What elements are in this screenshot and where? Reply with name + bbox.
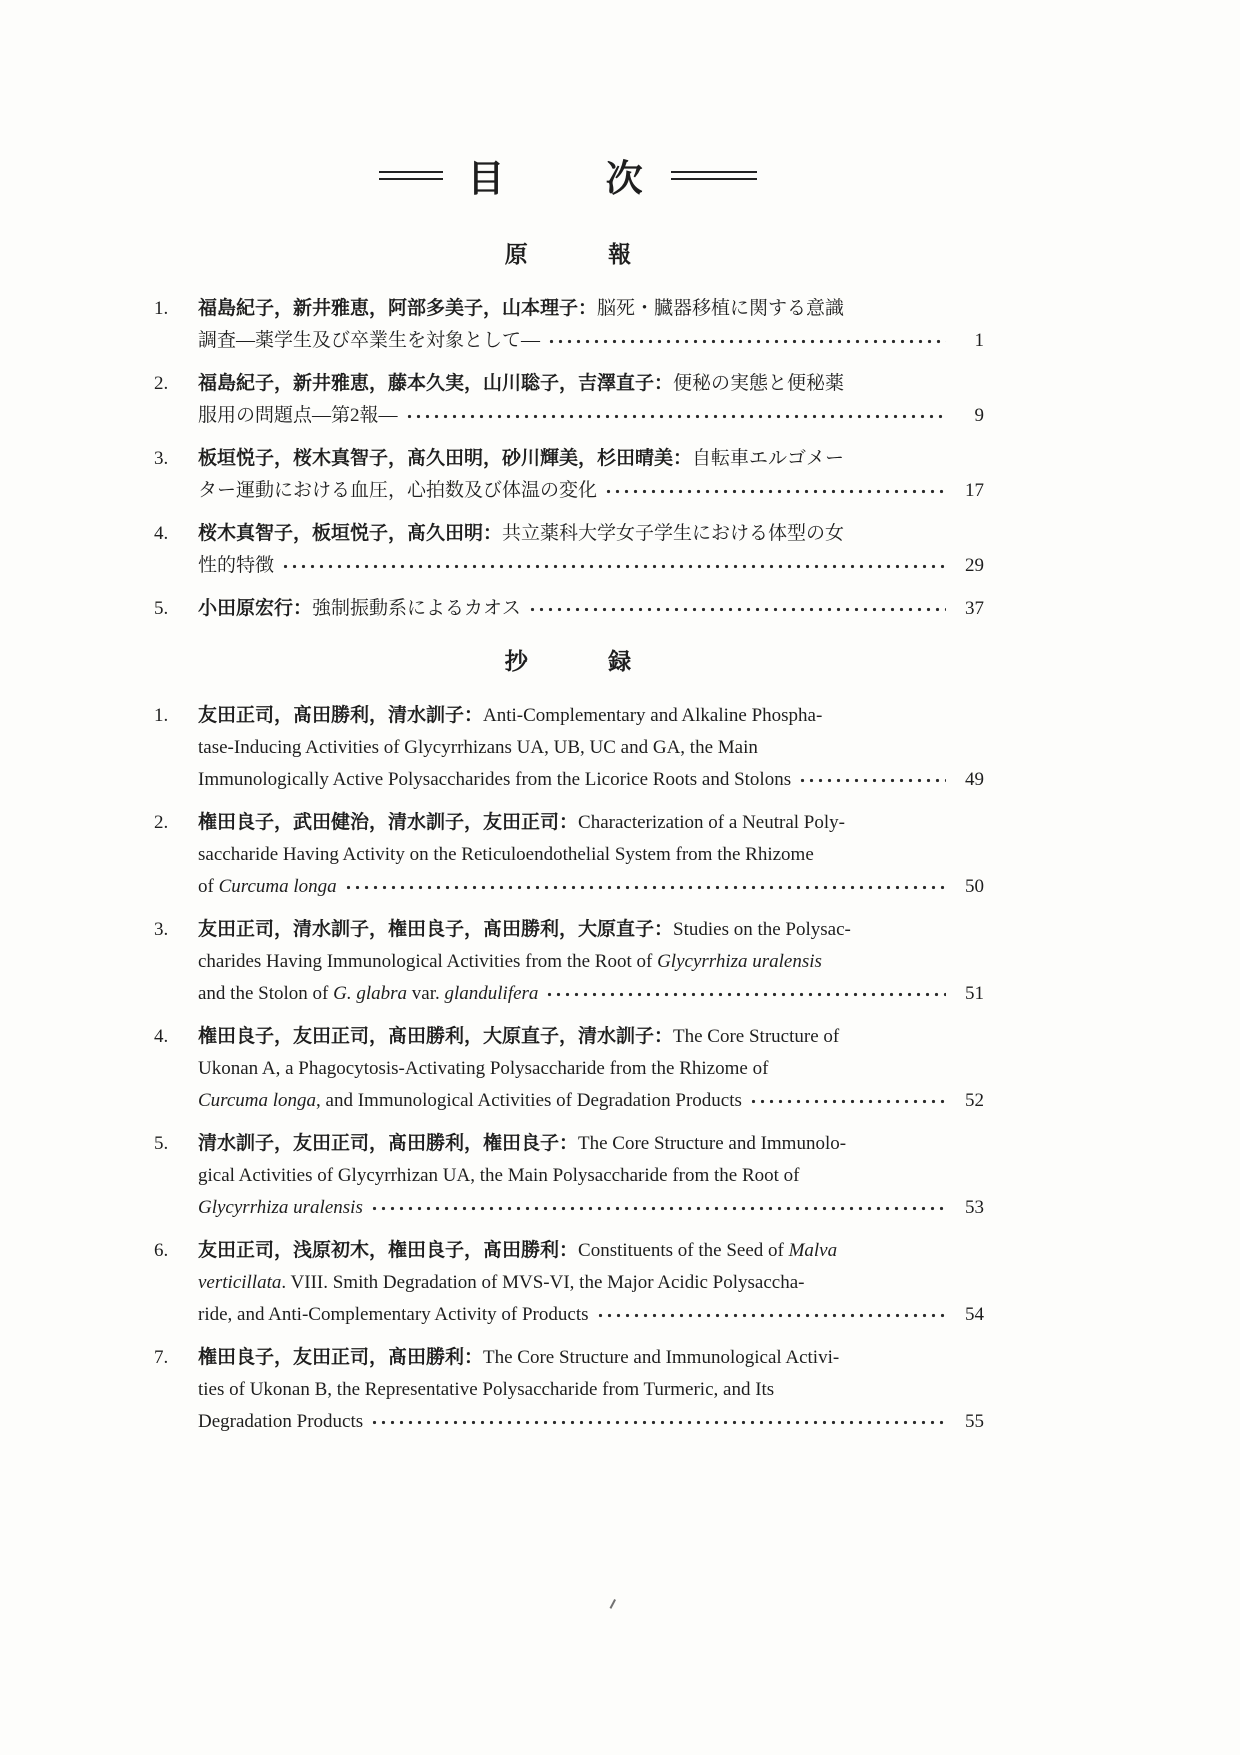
entry-number: 4. bbox=[154, 1026, 169, 1047]
entry-title-text: 便秘の実態と便秘薬 bbox=[673, 373, 845, 394]
entry-text bbox=[198, 844, 814, 865]
entry-line bbox=[198, 732, 984, 764]
entry-text bbox=[198, 1026, 839, 1047]
entry-title-text: 強制振動系によるカオス bbox=[312, 598, 521, 619]
entry-line bbox=[198, 1053, 984, 1085]
dot-leader bbox=[547, 336, 946, 346]
entry-text bbox=[198, 400, 398, 432]
entry-text bbox=[198, 1347, 839, 1368]
scan-artifact bbox=[606, 1597, 616, 1609]
entry-text bbox=[198, 1379, 774, 1400]
entry-title-text: var. bbox=[407, 983, 445, 1004]
entry-line bbox=[198, 400, 984, 432]
page-number: 55 bbox=[965, 1411, 984, 1432]
entry-number: 1. bbox=[154, 705, 169, 726]
entry-line bbox=[198, 807, 984, 839]
entry-text bbox=[198, 475, 597, 507]
entry-title-text: of bbox=[198, 876, 219, 897]
section-items bbox=[152, 293, 984, 625]
toc-entry bbox=[152, 368, 984, 432]
entry-line bbox=[198, 1128, 984, 1160]
entry-line bbox=[198, 1085, 984, 1117]
toc-entry bbox=[152, 1128, 984, 1224]
author-names: 福島紀子，新井雅恵，阿部多美子，山本理子： bbox=[198, 298, 598, 319]
entry-text bbox=[198, 550, 274, 582]
entry-line bbox=[198, 1021, 984, 1053]
entry-number: 5. bbox=[154, 598, 169, 619]
entry-title-text: ride, and Anti-Complementary Activity of Products bbox=[198, 1304, 589, 1325]
entry-line bbox=[198, 1267, 984, 1299]
dot-leader bbox=[344, 882, 946, 892]
entry-text bbox=[198, 523, 844, 544]
entry-line bbox=[198, 325, 984, 357]
toc-entry bbox=[152, 1021, 984, 1117]
entry-line bbox=[198, 550, 984, 582]
author-names: 権田良子，友田正司，髙田勝利，大原直子，清水訓子： bbox=[198, 1026, 674, 1047]
entry-text bbox=[198, 1165, 800, 1186]
entry-title-text: 脳死・臓器移植に関する意識 bbox=[597, 298, 845, 319]
entry-title-text: Characterization of a Neutral Poly- bbox=[578, 812, 845, 833]
entry-title-text: , and Immunological Activities of Degradation Products bbox=[316, 1090, 742, 1111]
entry-text bbox=[198, 812, 845, 833]
toc-content bbox=[152, 148, 984, 1449]
entry-text bbox=[198, 373, 844, 394]
entry-title-italic: Curcuma longa bbox=[218, 876, 337, 897]
entry-title-italic: Malva bbox=[788, 1240, 838, 1261]
entry-text bbox=[198, 1406, 363, 1438]
entry-title-text: 自転車エルゴメー bbox=[692, 448, 845, 469]
dot-leader bbox=[545, 989, 946, 999]
page-title: 目 次 bbox=[467, 159, 647, 200]
entry-text bbox=[198, 1299, 589, 1331]
entry-line bbox=[198, 593, 984, 625]
entry-line bbox=[198, 1192, 984, 1224]
entry-title-italic: Glycyrrhiza uralensis bbox=[657, 951, 822, 972]
entry-title-text: Degradation Products bbox=[198, 1411, 364, 1432]
entry-text bbox=[198, 593, 521, 625]
author-names: 板垣悦子，桜木真智子，髙久田明，砂川輝美，杉田晴美： bbox=[198, 448, 693, 469]
dot-leader bbox=[749, 1096, 946, 1106]
entry-text bbox=[198, 325, 540, 357]
entry-title-italic: Curcuma longa bbox=[198, 1090, 317, 1111]
entry-line bbox=[198, 368, 984, 400]
toc-entry bbox=[152, 293, 984, 357]
entry-line bbox=[198, 914, 984, 946]
toc-entry bbox=[152, 807, 984, 903]
toc-entry bbox=[152, 700, 984, 796]
entry-title-italic: Glycyrrhiza uralensis bbox=[198, 1197, 363, 1218]
entry-line bbox=[198, 1299, 984, 1331]
title-rule-right bbox=[671, 171, 757, 180]
entry-title-text: Ukonan A, a Phagocytosis-Activating Polysaccharide from the Rhizome of bbox=[198, 1058, 769, 1079]
page-number: 52 bbox=[965, 1090, 984, 1111]
entry-text bbox=[198, 1192, 363, 1224]
section-original-reports bbox=[152, 236, 984, 625]
entry-line bbox=[198, 1374, 984, 1406]
entry-line bbox=[198, 764, 984, 796]
dot-leader bbox=[528, 604, 946, 614]
entry-title-text: 調査―薬学生及び卒業生を対象として― bbox=[198, 330, 541, 351]
entry-title-text: charides Having Immunological Activities from the Root of bbox=[198, 951, 658, 972]
dot-leader bbox=[604, 486, 946, 496]
entry-text bbox=[198, 764, 791, 796]
entry-title-text: 服用の問題点―第2報― bbox=[198, 405, 398, 426]
entry-text bbox=[198, 978, 538, 1010]
dot-leader bbox=[370, 1417, 946, 1427]
entry-title-italic: glandulifera bbox=[444, 983, 539, 1004]
entry-text bbox=[198, 298, 844, 319]
entry-title-text: The Core Structure and Immunolo- bbox=[578, 1133, 847, 1154]
entry-number: 3. bbox=[154, 919, 169, 940]
page-number: 53 bbox=[965, 1197, 984, 1218]
entry-text bbox=[198, 1058, 768, 1079]
entry-text bbox=[198, 1240, 837, 1261]
dot-leader bbox=[405, 411, 946, 421]
dot-leader bbox=[596, 1310, 947, 1320]
page-number: 37 bbox=[965, 598, 984, 619]
entry-text bbox=[198, 448, 844, 469]
section-heading-abstracts: 抄 録 bbox=[504, 648, 632, 674]
entry-text bbox=[198, 951, 822, 972]
entry-title-text: Anti-Complementary and Alkaline Phospha- bbox=[483, 705, 823, 726]
author-names: 清水訓子，友田正司，髙田勝利，権田良子： bbox=[198, 1133, 579, 1154]
entry-text bbox=[198, 871, 337, 903]
entry-text bbox=[198, 737, 758, 758]
entry-title-text: The Core Structure and Immunological Activi- bbox=[483, 1347, 840, 1368]
entry-number: 2. bbox=[154, 373, 169, 394]
entry-line bbox=[198, 1342, 984, 1374]
entry-line bbox=[198, 293, 984, 325]
entry-number: 4. bbox=[154, 523, 169, 544]
entry-number: 5. bbox=[154, 1133, 169, 1154]
author-names: 権田良子，武田健治，清水訓子，友田正司： bbox=[198, 812, 579, 833]
author-names: 福島紀子，新井雅恵，藤本久実，山川聡子，吉澤直子： bbox=[198, 373, 674, 394]
section-items bbox=[152, 700, 984, 1438]
section-heading-original-reports: 原 報 bbox=[504, 241, 632, 267]
entry-number: 3. bbox=[154, 448, 169, 469]
entry-line bbox=[198, 1235, 984, 1267]
entry-text bbox=[198, 705, 822, 726]
page-number: 49 bbox=[965, 769, 984, 790]
title-rule-left bbox=[379, 171, 443, 180]
entry-line bbox=[198, 871, 984, 903]
author-names: 友田正司，浅原初木，権田良子，髙田勝利： bbox=[198, 1240, 579, 1261]
entry-title-text: ties of Ukonan B, the Representative Polysaccharide from Turmeric, and Its bbox=[198, 1379, 775, 1400]
entry-line bbox=[198, 946, 984, 978]
author-names: 友田正司，清水訓子，権田良子，髙田勝利，大原直子： bbox=[198, 919, 674, 940]
entry-line bbox=[198, 1406, 984, 1438]
entry-title-text: and the Stolon of bbox=[198, 983, 334, 1004]
entry-line bbox=[198, 978, 984, 1010]
toc-entry bbox=[152, 593, 984, 625]
author-names: 友田正司，髙田勝利，清水訓子： bbox=[198, 705, 484, 726]
entry-text bbox=[198, 1085, 742, 1117]
toc-title-row bbox=[152, 148, 984, 202]
toc-entry bbox=[152, 443, 984, 507]
entry-title-text: Immunologically Active Polysaccharides from the Licorice Roots and Stolons bbox=[198, 769, 792, 790]
entry-line bbox=[198, 518, 984, 550]
page-number: 51 bbox=[965, 983, 984, 1004]
entry-title-text: gical Activities of Glycyrrhizan UA, the Main Polysaccharide from the Root of bbox=[198, 1165, 800, 1186]
entry-title-italic: verticillata bbox=[198, 1272, 282, 1293]
entry-number: 1. bbox=[154, 298, 169, 319]
entry-line bbox=[198, 1160, 984, 1192]
entry-line bbox=[198, 443, 984, 475]
entry-line bbox=[198, 700, 984, 732]
entry-line bbox=[198, 839, 984, 871]
entry-title-text: saccharide Having Activity on the Reticuloendothelial System from the Rhizome bbox=[198, 844, 814, 865]
entry-title-text: Studies on the Polysac- bbox=[673, 919, 851, 940]
entry-number: 2. bbox=[154, 812, 169, 833]
page-number: 29 bbox=[965, 555, 984, 576]
page-number: 1 bbox=[974, 330, 984, 351]
dot-leader bbox=[281, 561, 946, 571]
entry-title-text: 性的特徴 bbox=[198, 555, 275, 576]
author-names: 小田原宏行： bbox=[198, 598, 313, 619]
entry-title-text: Constituents of the Seed of bbox=[578, 1240, 789, 1261]
entry-text bbox=[198, 1133, 846, 1154]
toc-entry bbox=[152, 1235, 984, 1331]
entry-text bbox=[198, 1272, 804, 1293]
entry-title-text: tase-Inducing Activities of Glycyrrhizans UA, UB, UC and GA, the Main bbox=[198, 737, 758, 758]
entry-number: 7. bbox=[154, 1347, 169, 1368]
page-number: 17 bbox=[965, 480, 984, 501]
toc-entry bbox=[152, 914, 984, 1010]
dot-leader bbox=[798, 775, 946, 785]
entry-title-text: ター運動における血圧，心拍数及び体温の変化 bbox=[198, 480, 598, 501]
entry-number: 6. bbox=[154, 1240, 169, 1261]
page-number: 9 bbox=[974, 405, 984, 426]
author-names: 権田良子，友田正司，髙田勝利： bbox=[198, 1347, 484, 1368]
dot-leader bbox=[370, 1203, 946, 1213]
page-number: 54 bbox=[965, 1304, 984, 1325]
author-names: 桜木真智子，板垣悦子，髙久田明： bbox=[198, 523, 503, 544]
entry-title-text: . VIII. Smith Degradation of MVS-VI, the Major Acidic Polysaccha- bbox=[281, 1272, 805, 1293]
entry-line bbox=[198, 475, 984, 507]
toc-entry bbox=[152, 1342, 984, 1438]
toc-entry bbox=[152, 518, 984, 582]
section-abstracts bbox=[152, 643, 984, 1438]
entry-title-text: 共立薬科大学女子学生における体型の女 bbox=[502, 523, 845, 544]
page-number: 50 bbox=[965, 876, 984, 897]
entry-text bbox=[198, 919, 851, 940]
entry-title-text: The Core Structure of bbox=[673, 1026, 840, 1047]
entry-title-italic: G. glabra bbox=[333, 983, 408, 1004]
